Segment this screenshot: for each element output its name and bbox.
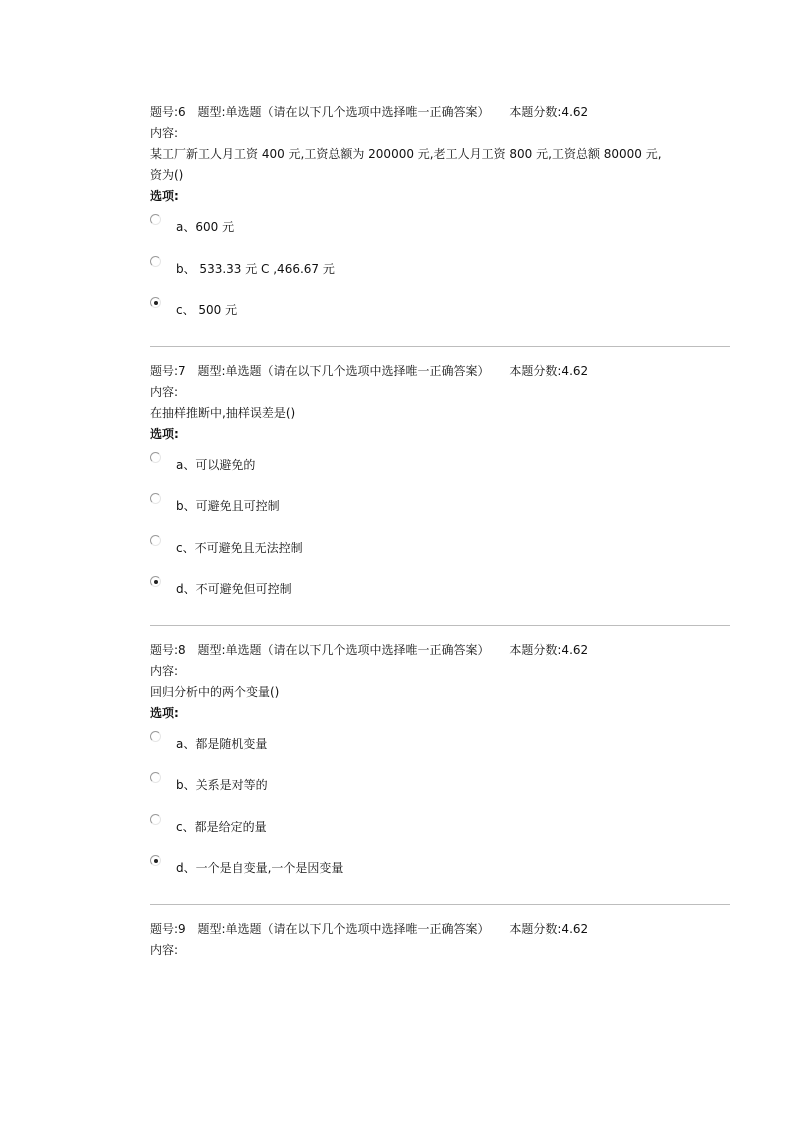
option-label: d、一个是自变量,一个是因变量 [176, 861, 344, 875]
option-label: b、 533.33 元 C ,466.67 元 [176, 261, 335, 276]
option-a[interactable] [150, 449, 730, 491]
options-label: 选项: [150, 705, 179, 720]
option-label: b、可避免且可控制 [176, 499, 280, 513]
radio-button[interactable] [150, 214, 161, 225]
question-text-line-1: 在抽样推断中,抽样误差是() [150, 405, 296, 420]
option-label: c、 500 元 [176, 303, 238, 317]
question-type: 题型:单选题（请在以下几个选项中选择唯一正确答案） [197, 363, 490, 378]
question-9 [150, 919, 730, 961]
options-label: 选项: [150, 426, 179, 441]
option-label: c、都是给定的量 [176, 819, 267, 834]
question-header [150, 102, 730, 123]
question-text-line-1: 某工厂新工人月工资 400 元,工资总额为 200000 元,老工人月工资 800 元,工资总额 80000 元, [150, 147, 662, 161]
option-d[interactable] [150, 852, 730, 894]
question-score: 本题分数:4.62 [509, 363, 589, 378]
radio-button-selected[interactable] [150, 297, 161, 308]
option-c[interactable] [150, 532, 730, 574]
question-8 [150, 640, 730, 894]
radio-button[interactable] [150, 814, 161, 825]
options-label: 选项: [150, 189, 179, 203]
quiz-page [150, 102, 730, 961]
question-score: 本题分数:4.62 [509, 105, 589, 119]
question-header [150, 919, 730, 940]
option-label: b、关系是对等的 [176, 778, 268, 792]
option-c[interactable] [150, 811, 730, 853]
question-text-line-1: 回归分析中的两个变量() [150, 684, 280, 699]
radio-button-selected[interactable] [150, 855, 161, 866]
options-list [150, 449, 730, 615]
option-label: a、可以避免的 [176, 457, 256, 472]
option-a[interactable] [150, 728, 730, 770]
content-label: 内容: [150, 942, 179, 957]
question-number: 题号:8 [150, 642, 186, 657]
option-c[interactable] [150, 294, 730, 336]
question-type: 题型:单选题（请在以下几个选项中选择唯一正确答案） [197, 642, 490, 657]
radio-button[interactable] [150, 493, 161, 504]
question-type: 题型:单选题（请在以下几个选项中选择唯一正确答案） [197, 105, 490, 119]
question-header [150, 361, 730, 382]
question-number: 题号:9 [150, 921, 186, 936]
question-7 [150, 361, 730, 615]
question-number: 题号:7 [150, 363, 186, 378]
option-label: c、不可避免且无法控制 [176, 540, 303, 555]
radio-button[interactable] [150, 772, 161, 783]
radio-button-selected[interactable] [150, 576, 161, 587]
options-list [150, 728, 730, 894]
options-list [150, 211, 730, 336]
option-b[interactable] [150, 769, 730, 811]
radio-button[interactable] [150, 731, 161, 742]
option-a[interactable] [150, 211, 730, 253]
option-b[interactable] [150, 253, 730, 295]
option-label: a、600 元 [176, 220, 235, 234]
option-d[interactable] [150, 573, 730, 615]
radio-button[interactable] [150, 452, 161, 463]
option-b[interactable] [150, 490, 730, 532]
option-label: d、不可避免但可控制 [176, 582, 292, 596]
question-score: 本题分数:4.62 [509, 642, 589, 657]
question-number: 题号:6 [150, 105, 186, 119]
content-label: 内容: [150, 663, 179, 678]
question-score: 本题分数:4.62 [509, 921, 589, 936]
radio-button[interactable] [150, 256, 161, 267]
question-header [150, 640, 730, 661]
question-text-line-2: 资为() [150, 168, 184, 182]
option-label: a、都是随机变量 [176, 736, 268, 751]
question-6 [150, 102, 730, 336]
question-type: 题型:单选题（请在以下几个选项中选择唯一正确答案） [197, 921, 490, 936]
content-label: 内容: [150, 126, 179, 140]
radio-button[interactable] [150, 535, 161, 546]
content-label: 内容: [150, 384, 179, 399]
